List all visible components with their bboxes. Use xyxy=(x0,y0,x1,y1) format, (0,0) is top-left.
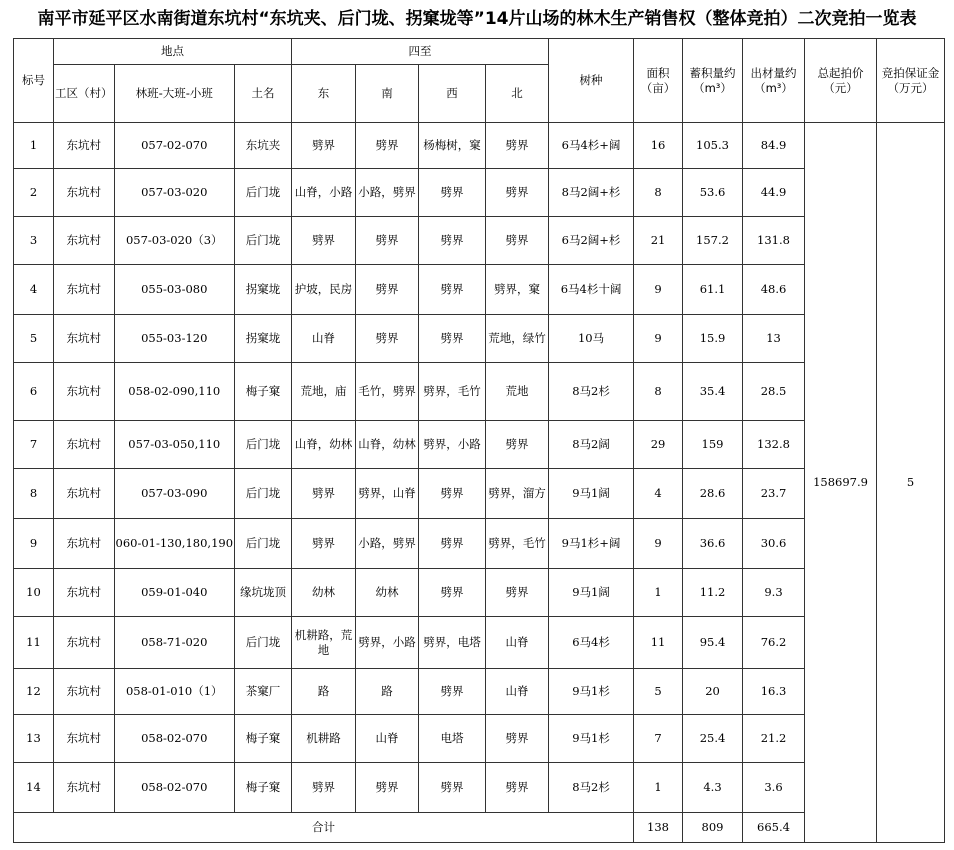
row-area: 29 xyxy=(634,421,683,469)
row-boundary-west: 劈界 xyxy=(419,315,486,363)
row-boundary-south: 路 xyxy=(356,669,419,715)
row-boundary-west: 劈界，电塔 xyxy=(419,617,486,669)
row-forest-class: 058-02-070 xyxy=(114,763,235,813)
row-species: 9马1阔 xyxy=(549,469,634,519)
row-boundary-east: 劈界 xyxy=(292,123,356,169)
row-boundary-west: 劈界 xyxy=(419,669,486,715)
row-volume: 15.9 xyxy=(683,315,743,363)
row-area: 8 xyxy=(634,363,683,421)
row-area: 1 xyxy=(634,569,683,617)
row-boundary-east: 机耕路，荒地 xyxy=(292,617,356,669)
header-bei: 北 xyxy=(486,65,549,123)
row-number: 3 xyxy=(14,217,54,265)
row-forest-class: 060-01-130,180,190 xyxy=(114,519,235,569)
row-boundary-south: 劈界 xyxy=(356,763,419,813)
row-place-name: 后门垅 xyxy=(235,469,292,519)
row-village: 东坑村 xyxy=(54,315,115,363)
row-boundary-east: 护坡，民房 xyxy=(292,265,356,315)
header-nan: 南 xyxy=(356,65,419,123)
header-xi: 西 xyxy=(419,65,486,123)
row-village: 东坑村 xyxy=(54,617,115,669)
header-tuming: 土名 xyxy=(235,65,292,123)
row-output: 3.6 xyxy=(743,763,805,813)
row-species: 9马1杉 xyxy=(549,669,634,715)
row-number: 13 xyxy=(14,715,54,763)
row-boundary-east: 路 xyxy=(292,669,356,715)
row-boundary-south: 劈界 xyxy=(356,265,419,315)
row-number: 14 xyxy=(14,763,54,813)
row-boundary-west: 劈界 xyxy=(419,519,486,569)
row-number: 2 xyxy=(14,169,54,217)
row-boundary-north: 劈界，溜方 xyxy=(486,469,549,519)
row-boundary-south: 劈界 xyxy=(356,315,419,363)
row-boundary-north: 劈界 xyxy=(486,763,549,813)
row-volume: 105.3 xyxy=(683,123,743,169)
row-place-name: 后门垅 xyxy=(235,519,292,569)
row-boundary-east: 劈界 xyxy=(292,217,356,265)
row-boundary-west: 劈界 xyxy=(419,569,486,617)
table-row xyxy=(14,123,945,169)
row-boundary-north: 劈界，窠 xyxy=(486,265,549,315)
header-didian: 地点 xyxy=(54,39,292,65)
row-boundary-west: 劈界 xyxy=(419,763,486,813)
row-boundary-south: 小路，劈界 xyxy=(356,169,419,217)
row-place-name: 东坑夹 xyxy=(235,123,292,169)
row-boundary-east: 劈界 xyxy=(292,519,356,569)
row-volume: 36.6 xyxy=(683,519,743,569)
row-number: 9 xyxy=(14,519,54,569)
row-area: 9 xyxy=(634,265,683,315)
row-boundary-north: 山脊 xyxy=(486,617,549,669)
row-boundary-south: 劈界 xyxy=(356,217,419,265)
header-mianji: 面积（亩） xyxy=(634,39,683,123)
row-boundary-east: 山脊，小路 xyxy=(292,169,356,217)
row-number: 1 xyxy=(14,123,54,169)
row-boundary-east: 荒地，庙 xyxy=(292,363,356,421)
row-boundary-north: 荒地 xyxy=(486,363,549,421)
row-place-name: 后门垅 xyxy=(235,169,292,217)
row-boundary-north: 劈界 xyxy=(486,169,549,217)
header-linban: 林班-大班-小班 xyxy=(114,65,235,123)
row-place-name: 梅子窠 xyxy=(235,715,292,763)
row-species: 6马4杉+阔 xyxy=(549,123,634,169)
row-village: 东坑村 xyxy=(54,169,115,217)
row-boundary-south: 劈界，小路 xyxy=(356,617,419,669)
row-volume: 11.2 xyxy=(683,569,743,617)
row-boundary-east: 机耕路 xyxy=(292,715,356,763)
row-number: 5 xyxy=(14,315,54,363)
header-gongqu: 工区（村） xyxy=(54,65,115,123)
row-forest-class: 057-03-020 xyxy=(114,169,235,217)
row-place-name: 拐窠垅 xyxy=(235,265,292,315)
row-boundary-north: 荒地，绿竹 xyxy=(486,315,549,363)
row-number: 7 xyxy=(14,421,54,469)
header-sizhi: 四至 xyxy=(292,39,549,65)
header-dong: 东 xyxy=(292,65,356,123)
row-volume: 25.4 xyxy=(683,715,743,763)
row-boundary-west: 劈界 xyxy=(419,265,486,315)
row-output: 48.6 xyxy=(743,265,805,315)
row-area: 7 xyxy=(634,715,683,763)
row-species: 10马 xyxy=(549,315,634,363)
row-output: 84.9 xyxy=(743,123,805,169)
header-baozhengjin: 竞拍保证金（万元） xyxy=(877,39,945,123)
row-species: 6马2阔+杉 xyxy=(549,217,634,265)
row-number: 6 xyxy=(14,363,54,421)
row-village: 东坑村 xyxy=(54,421,115,469)
row-village: 东坑村 xyxy=(54,715,115,763)
row-species: 6马4杉 xyxy=(549,617,634,669)
row-boundary-west: 劈界，毛竹 xyxy=(419,363,486,421)
row-village: 东坑村 xyxy=(54,569,115,617)
header-shuzhong: 树种 xyxy=(549,39,634,123)
row-species: 8马2阔 xyxy=(549,421,634,469)
row-boundary-south: 小路，劈界 xyxy=(356,519,419,569)
row-output: 21.2 xyxy=(743,715,805,763)
deposit: 5 xyxy=(877,123,945,843)
row-output: 28.5 xyxy=(743,363,805,421)
row-boundary-south: 山脊 xyxy=(356,715,419,763)
row-boundary-north: 劈界 xyxy=(486,123,549,169)
row-forest-class: 058-01-010（1） xyxy=(114,669,235,715)
row-species: 6马4杉十阔 xyxy=(549,265,634,315)
row-boundary-west: 电塔 xyxy=(419,715,486,763)
row-place-name: 后门垅 xyxy=(235,421,292,469)
row-area: 21 xyxy=(634,217,683,265)
row-volume: 95.4 xyxy=(683,617,743,669)
row-number: 11 xyxy=(14,617,54,669)
totals-area: 138 xyxy=(634,813,683,843)
header-xujiliang: 蓄积量约（m³） xyxy=(683,39,743,123)
row-number: 8 xyxy=(14,469,54,519)
row-species: 9马1杉+阔 xyxy=(549,519,634,569)
row-volume: 157.2 xyxy=(683,217,743,265)
row-volume: 53.6 xyxy=(683,169,743,217)
row-village: 东坑村 xyxy=(54,363,115,421)
row-area: 1 xyxy=(634,763,683,813)
row-boundary-west: 劈界 xyxy=(419,217,486,265)
row-place-name: 茶窠厂 xyxy=(235,669,292,715)
row-species: 8马2杉 xyxy=(549,763,634,813)
totals-label: 合计 xyxy=(14,813,634,843)
row-boundary-south: 幼林 xyxy=(356,569,419,617)
row-forest-class: 055-03-120 xyxy=(114,315,235,363)
row-forest-class: 058-02-070 xyxy=(114,715,235,763)
row-forest-class: 058-71-020 xyxy=(114,617,235,669)
row-output: 132.8 xyxy=(743,421,805,469)
row-species: 9马1杉 xyxy=(549,715,634,763)
row-boundary-east: 劈界 xyxy=(292,763,356,813)
row-boundary-north: 劈界 xyxy=(486,421,549,469)
row-boundary-west: 劈界 xyxy=(419,169,486,217)
row-boundary-west: 杨梅树，窠 xyxy=(419,123,486,169)
row-village: 东坑村 xyxy=(54,123,115,169)
row-area: 4 xyxy=(634,469,683,519)
row-forest-class: 058-02-090,110 xyxy=(114,363,235,421)
row-number: 12 xyxy=(14,669,54,715)
row-village: 东坑村 xyxy=(54,669,115,715)
row-boundary-south: 毛竹，劈界 xyxy=(356,363,419,421)
row-area: 9 xyxy=(634,519,683,569)
row-village: 东坑村 xyxy=(54,217,115,265)
row-boundary-north: 山脊 xyxy=(486,669,549,715)
row-village: 东坑村 xyxy=(54,469,115,519)
row-area: 11 xyxy=(634,617,683,669)
row-volume: 20 xyxy=(683,669,743,715)
row-area: 9 xyxy=(634,315,683,363)
row-volume: 35.4 xyxy=(683,363,743,421)
row-output: 44.9 xyxy=(743,169,805,217)
row-boundary-north: 劈界 xyxy=(486,569,549,617)
totals-volume: 809 xyxy=(683,813,743,843)
row-village: 东坑村 xyxy=(54,265,115,315)
row-number: 10 xyxy=(14,569,54,617)
row-place-name: 后门垅 xyxy=(235,617,292,669)
row-species: 8马2阔+杉 xyxy=(549,169,634,217)
row-forest-class: 059-01-040 xyxy=(114,569,235,617)
row-species: 8马2杉 xyxy=(549,363,634,421)
row-boundary-south: 劈界 xyxy=(356,123,419,169)
row-forest-class: 057-03-050,110 xyxy=(114,421,235,469)
row-boundary-west: 劈界 xyxy=(419,469,486,519)
row-place-name: 拐窠垅 xyxy=(235,315,292,363)
row-forest-class: 057-03-020（3） xyxy=(114,217,235,265)
row-place-name: 后门垅 xyxy=(235,217,292,265)
row-village: 东坑村 xyxy=(54,519,115,569)
row-forest-class: 055-03-080 xyxy=(114,265,235,315)
row-forest-class: 057-02-070 xyxy=(114,123,235,169)
auction-table xyxy=(13,38,945,843)
totals-output: 665.4 xyxy=(743,813,805,843)
row-volume: 28.6 xyxy=(683,469,743,519)
row-village: 东坑村 xyxy=(54,763,115,813)
row-forest-class: 057-03-090 xyxy=(114,469,235,519)
row-number: 4 xyxy=(14,265,54,315)
row-place-name: 梅子窠 xyxy=(235,763,292,813)
header-qipaijia: 总起拍价（元） xyxy=(805,39,877,123)
row-area: 8 xyxy=(634,169,683,217)
header-biaohao: 标号 xyxy=(14,39,54,123)
row-boundary-east: 山脊，幼林 xyxy=(292,421,356,469)
row-place-name: 梅子窠 xyxy=(235,363,292,421)
row-output: 76.2 xyxy=(743,617,805,669)
row-area: 5 xyxy=(634,669,683,715)
total-start-price: 158697.9 xyxy=(805,123,877,843)
row-boundary-east: 幼林 xyxy=(292,569,356,617)
row-area: 16 xyxy=(634,123,683,169)
header-chucailiang: 出材量约（m³） xyxy=(743,39,805,123)
row-boundary-west: 劈界，小路 xyxy=(419,421,486,469)
row-output: 13 xyxy=(743,315,805,363)
row-output: 16.3 xyxy=(743,669,805,715)
row-volume: 4.3 xyxy=(683,763,743,813)
row-species: 9马1阔 xyxy=(549,569,634,617)
row-volume: 159 xyxy=(683,421,743,469)
row-volume: 61.1 xyxy=(683,265,743,315)
row-output: 9.3 xyxy=(743,569,805,617)
row-boundary-north: 劈界 xyxy=(486,217,549,265)
row-boundary-north: 劈界，毛竹 xyxy=(486,519,549,569)
row-boundary-north: 劈界 xyxy=(486,715,549,763)
row-output: 30.6 xyxy=(743,519,805,569)
row-output: 131.8 xyxy=(743,217,805,265)
page-title: 南平市延平区水南街道东坑村“东坑夹、后门垅、拐窠垅等”14片山场的林木生产销售权（整体竞拍）二次竞拍一览表 xyxy=(37,9,917,29)
row-boundary-east: 劈界 xyxy=(292,469,356,519)
row-boundary-south: 山脊，幼林 xyxy=(356,421,419,469)
row-boundary-south: 劈界，山脊 xyxy=(356,469,419,519)
row-boundary-east: 山脊 xyxy=(292,315,356,363)
row-output: 23.7 xyxy=(743,469,805,519)
row-place-name: 缘坑垅顶 xyxy=(235,569,292,617)
